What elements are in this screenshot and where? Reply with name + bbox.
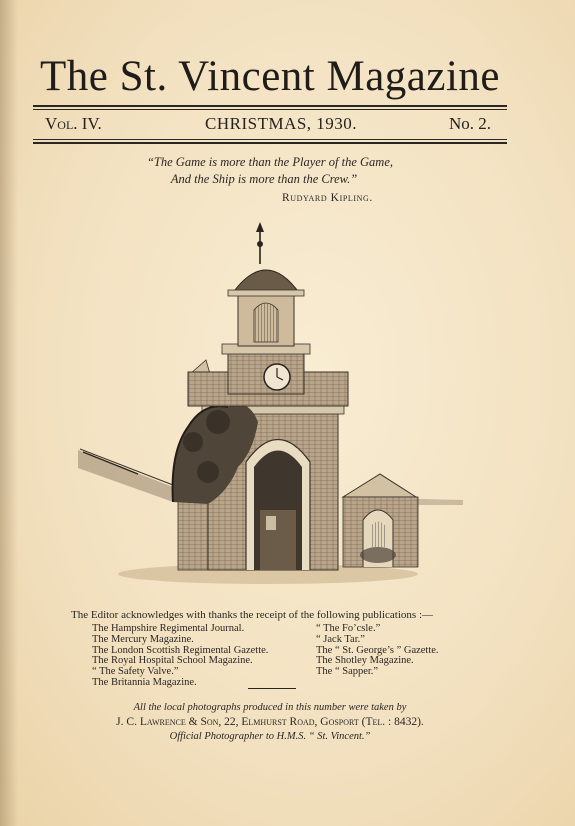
masthead-rule-bottom-thick	[33, 142, 507, 144]
publication-item: “ The Safety Valve.”	[92, 666, 179, 678]
epigraph-author: Rudyard Kipling.	[282, 192, 373, 204]
clock-tower	[188, 222, 348, 406]
publication-item: The Hampshire Regimental Journal.	[92, 623, 245, 634]
masthead-rule-bottom-thin	[33, 139, 507, 140]
publication-item: “ Jack Tar.”	[316, 633, 365, 645]
issue-date: CHRISTMAS, 1930.	[205, 114, 358, 133]
masthead-rule-top-thick	[33, 105, 507, 107]
publication-item: The Shotley Magazine.	[316, 655, 414, 667]
publication-item: The Britannia Magazine.	[92, 676, 197, 688]
acknowledgements-intro: The Editor acknowledges with thanks the receipt of the following publications :—	[71, 609, 433, 621]
photo-credit-line-1: All the local photographs produced in this number were taken by	[133, 702, 407, 713]
epigraph-line-1: “The Game is more than the Player of the Game,	[146, 155, 394, 169]
right-lodge	[343, 474, 418, 567]
publications-right-column	[316, 624, 439, 678]
gatehouse-clock-tower-engraving	[78, 212, 470, 597]
publication-item: “ The Fo’csle.”	[316, 623, 381, 634]
magazine-title: The St. Vincent Magazine	[40, 53, 500, 100]
volume-label: Vol. IV.	[45, 114, 102, 133]
publication-item: The London Scottish Regimental Gazette.	[92, 644, 269, 656]
publication-item: The Mercury Magazine.	[92, 633, 194, 645]
publication-item: The “ Sapper.”	[316, 666, 379, 678]
section-divider	[248, 688, 296, 689]
publication-item: The “ St. George’s ” Gazette.	[316, 644, 439, 656]
photo-credit-line-2: J. C. Lawrence & Son, 22, Elmhurst Road, Gosport (Tel. : 8432).	[116, 716, 424, 728]
masthead-rule-top-thin	[33, 109, 507, 110]
epigraph-line-2: And the Ship is more than the Crew.”	[170, 172, 358, 186]
photo-credit-line-3: Official Photographer to H.M.S. “ St. Vincent.”	[169, 731, 371, 742]
issue-number: No. 2.	[449, 114, 492, 133]
publications-left-column	[92, 624, 268, 689]
publication-item: The Royal Hospital School Magazine.	[92, 655, 253, 667]
